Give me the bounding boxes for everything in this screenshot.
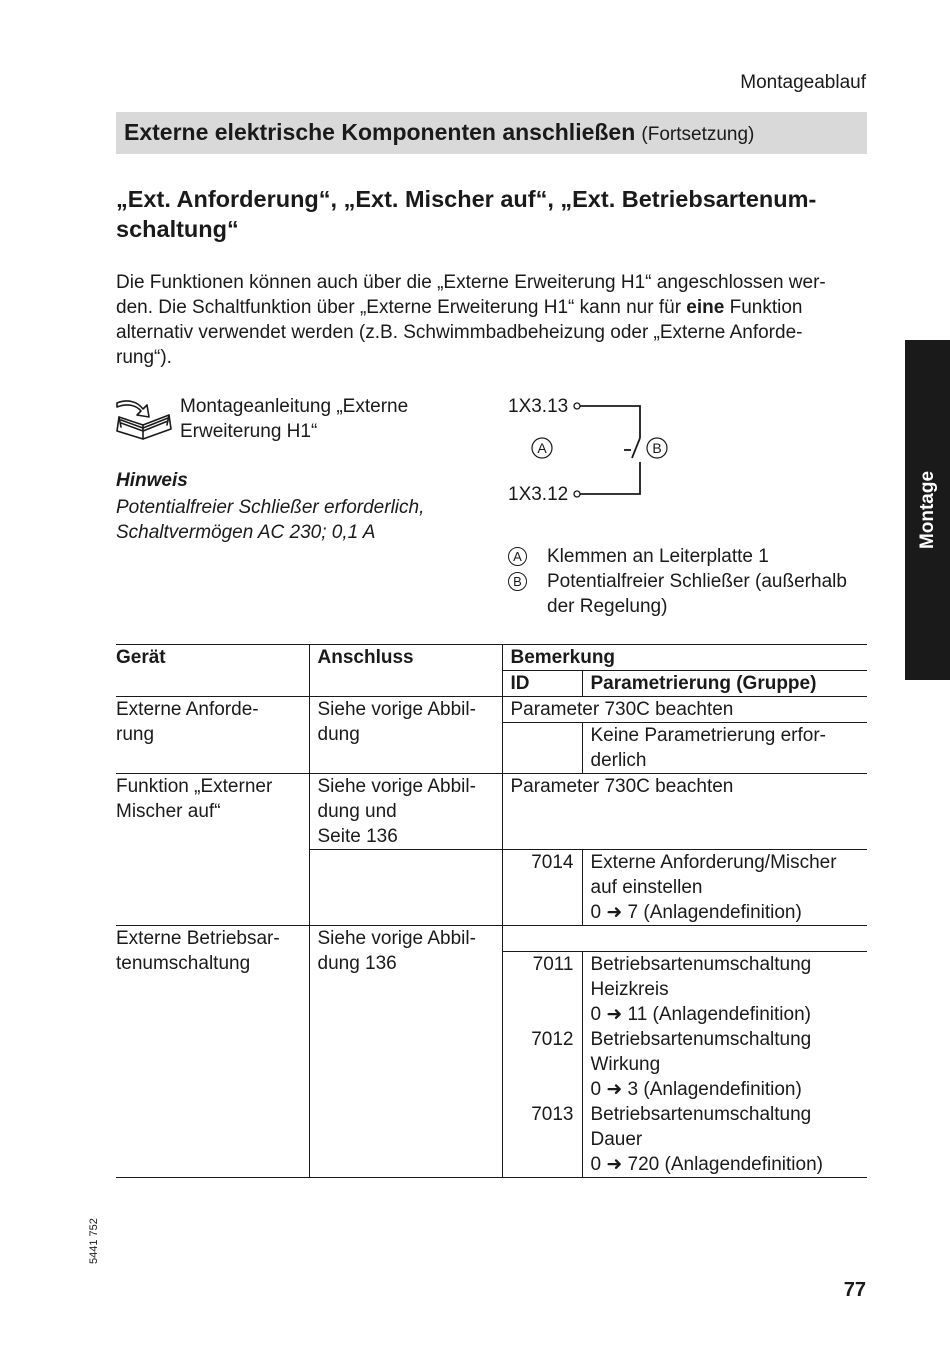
section-title: Externe elektrische Komponenten anschließen [124,119,636,145]
marker-a-label: A [537,440,547,456]
running-header: Montageablauf [740,72,866,93]
header-remark: Bemerkung [502,645,867,671]
side-tab-label: Montage [916,470,938,550]
hint-text: Potentialfreier Schließer erforderlich, Schaltvermögen AC 230; 0,1 A [116,497,425,543]
chapter-side-tab [905,340,950,680]
terminal-bottom-dot [574,491,580,497]
cell-device: Funktion „Externer Mischer auf“ [116,776,273,822]
parameter-table [116,644,867,1178]
doc-number: 5441 752 [88,1218,100,1264]
cell-id [502,723,582,774]
hint-title: Hinweis [116,470,188,491]
book-pointer-icon [113,393,175,441]
header-connection: Anschluss [309,645,502,697]
cell-connection: Siehe vorige Abbil- dung 136 [309,926,502,1178]
cell-param: Keine Parametrierung erfor- derlich [582,723,867,774]
cell-note: Parameter 730C beachten [502,774,867,850]
cell-param-list: Betriebsartenumschaltung Heizkreis 0 ➜ 11 (Anlagendefinition) Betriebsartenumschaltung Wirkung 0 ➜ 3 (Anlagendefinition) Betriebsartenumschaltung Dauer 0 ➜ 720 (Anlagendefinition) [582,952,867,1178]
table-row [116,774,867,850]
intro-bold: eine [686,297,725,318]
table-row [116,697,867,723]
cell-connection: Siehe vorige Abbil- dung und Seite 136 [309,774,502,850]
cell-param: Externe Anforderung/Mischer auf einstellen 0 ➜ 7 (Anlagendefinition) [582,850,867,926]
heading-line-1: „Ext. Anforderung“, „Ext. Mischer auf“, „Ext. Betriebsartenum- [116,186,817,212]
cell-connection: Siehe vorige Abbil- dung [309,697,502,774]
param-id: 7013 [531,1104,574,1125]
cell-note: Parameter 730C beachten [502,697,867,723]
param-id: 7012 [531,1029,574,1050]
page-number: 77 [843,1279,866,1301]
section-suffix: (Fortsetzung) [641,124,755,145]
table-row [116,926,867,952]
legend-item-b [508,569,878,619]
header-id: ID [502,671,582,697]
header-device: Gerät [116,647,166,668]
reference-text: Montageanleitung „Externe Erweiterung H1“ [180,396,409,442]
legend-marker-a: A [508,547,527,566]
terminal-bottom-label: 1X3.12 [508,484,569,505]
header-param: Parametrierung (Gruppe) [582,671,867,697]
marker-b-label: B [652,440,662,456]
legend-marker-b: B [508,572,527,591]
heading-line-2: schaltung“ [116,216,239,242]
section-title-bar [116,112,867,154]
intro-paragraph: Die Funktionen können auch über die „Externe Erweiterung H1“ angeschlossen wer- den. Die Schaltfunktion über „Externe Erweiterung H1“ kann nur für eine Funktion alternativ verwendet werden (z.B. Schwimmbadbeheizung oder „Externe Anforde- rung“). [116,272,826,368]
doc-number-wrap [88,1218,134,1276]
cell-id: 7014 [502,850,582,926]
legend-text-a: Klemmen an Leiterplatte 1 [547,546,769,567]
cell-device: Externe Betriebsar- tenumschaltung [116,928,280,974]
wiring-diagram [505,392,705,512]
terminal-top-dot [574,403,580,409]
page-heading [116,184,868,244]
cell-device: Externe Anforde- rung [116,699,259,745]
terminal-top-label: 1X3.13 [508,396,569,417]
param-id: 7011 [532,954,574,975]
cell-id-list [502,952,582,1178]
cell-connection-empty [309,850,502,926]
cell-note-empty [502,926,867,952]
table-header-row [116,645,867,671]
switch-wiring [580,406,640,494]
legend-item-a [508,544,878,569]
legend-text-b: Potentialfreier Schließer (außerhalb der Regelung) [547,571,847,617]
